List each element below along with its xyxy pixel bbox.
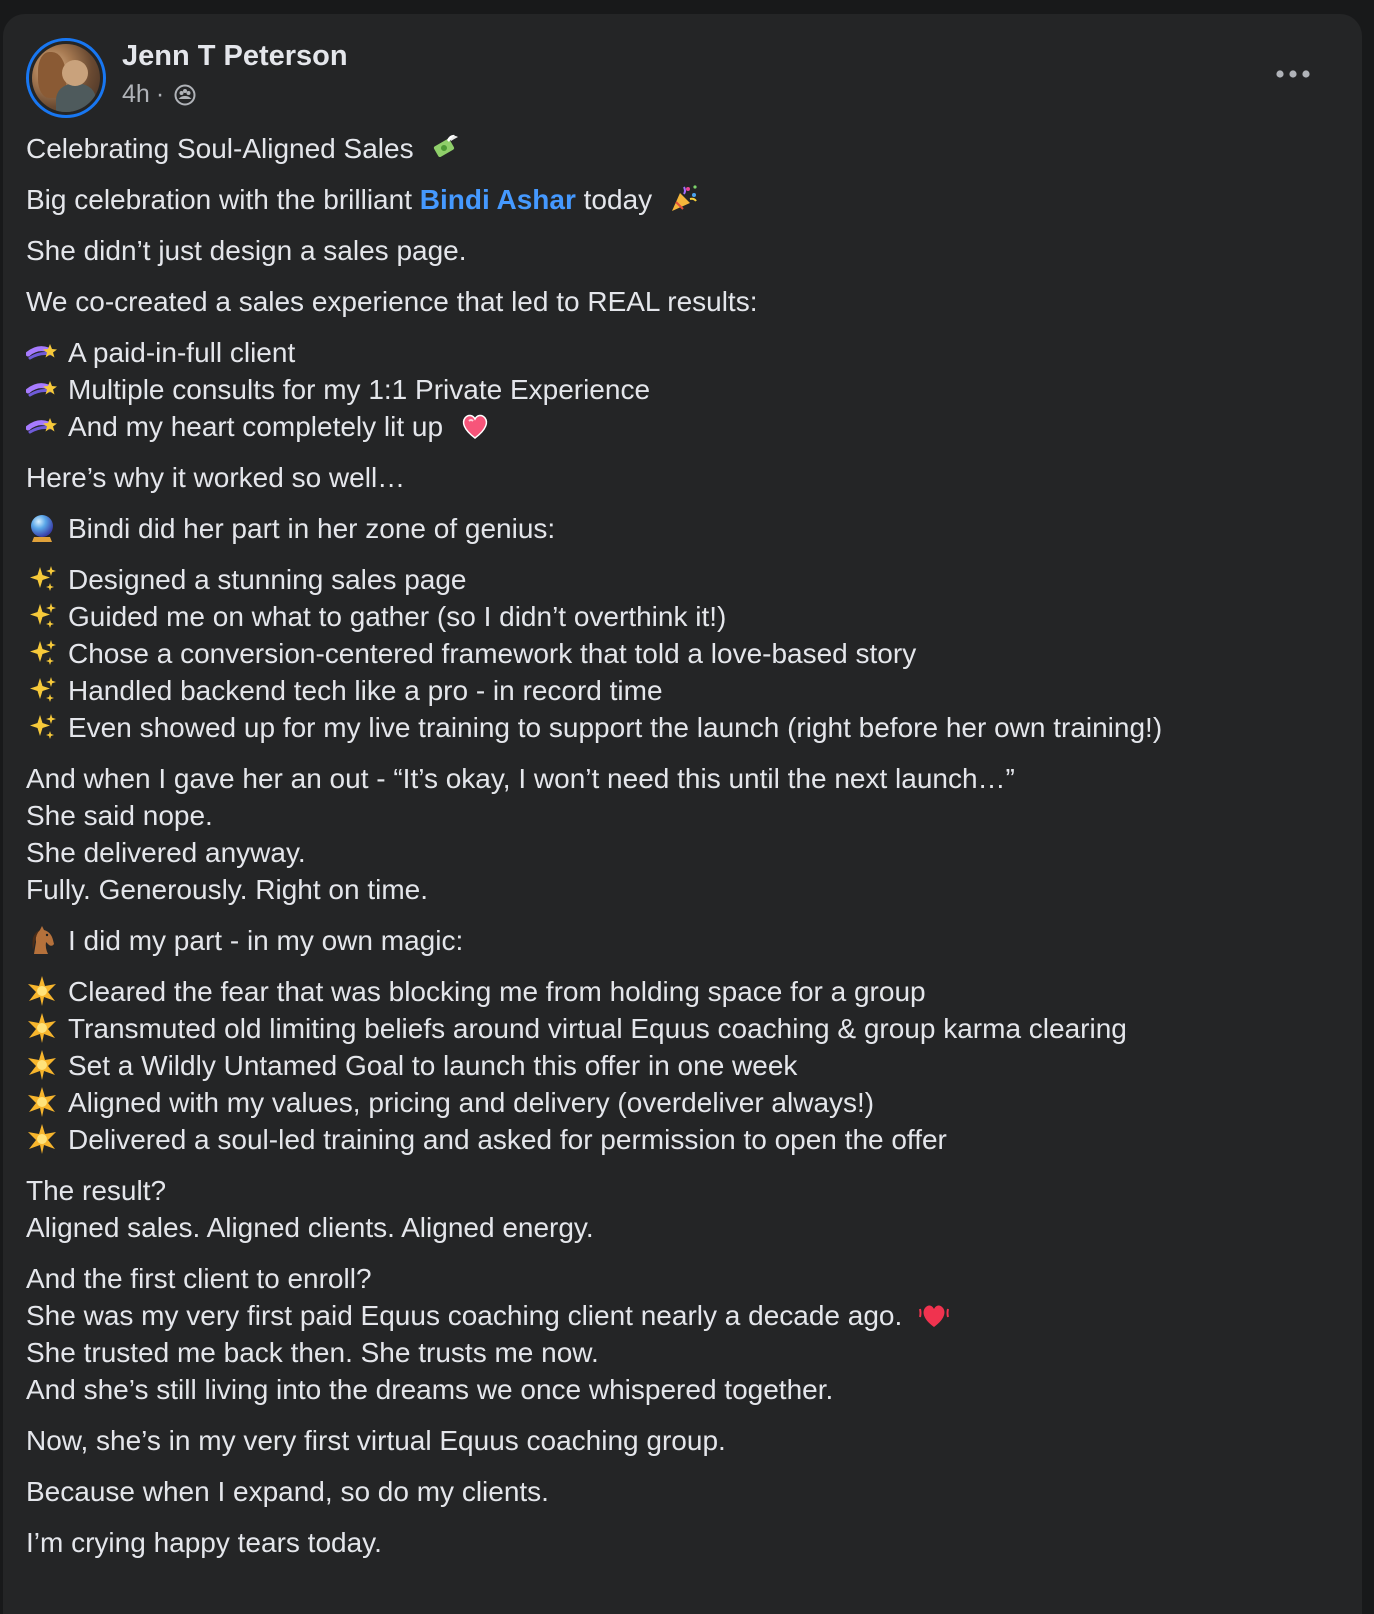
list-item <box>26 334 1326 371</box>
shooting-star-icon <box>26 410 58 442</box>
list-item <box>26 1047 1326 1084</box>
bindi-list <box>26 561 1326 746</box>
out-paragraph <box>26 760 1326 908</box>
post-meta <box>122 80 196 109</box>
my-intro-text: I did my part - in my own magic: <box>68 925 464 956</box>
bindi-item-1: Designed a stunning sales page <box>68 564 467 595</box>
money-with-wings-icon <box>429 132 461 164</box>
post-title-text: Celebrating Soul-Aligned Sales <box>26 133 414 164</box>
list-item <box>26 672 1326 709</box>
paragraph-3: Here’s why it worked so well… <box>26 462 406 493</box>
result-item-2: Multiple consults for my 1:1 Private Experience <box>68 374 651 405</box>
my-item-3: Set a Wildly Untamed Goal to launch this offer in one week <box>68 1050 798 1081</box>
top-strip <box>0 0 1374 14</box>
celebration-after: today <box>575 184 653 215</box>
paragraph-2: We co-created a sales experience that led to REAL results: <box>26 286 758 317</box>
glowing-star-icon <box>26 1086 58 1118</box>
list-item <box>26 371 1326 408</box>
list-item <box>26 598 1326 635</box>
bindi-item-4: Handled backend tech like a pro - in record time <box>68 675 663 706</box>
list-item <box>26 1084 1326 1121</box>
bindi-intro <box>26 510 1326 547</box>
out-line-2: She said nope. <box>26 800 213 831</box>
list-item <box>26 1121 1326 1158</box>
my-list <box>26 973 1326 1158</box>
client-line-1: And the first client to enroll? <box>26 1263 372 1294</box>
client-paragraph <box>26 1260 1326 1408</box>
group-icon <box>174 84 196 106</box>
paragraph-4: Now, she’s in my very first virtual Equus coaching group. <box>26 1425 726 1456</box>
result-paragraph <box>26 1172 1326 1246</box>
sparkles-icon <box>26 563 58 595</box>
avatar-image <box>32 44 100 112</box>
out-line-1: And when I gave her an out - “It’s okay, I won’t need this until the next launch…” <box>26 763 1015 794</box>
paragraph-6: I’m crying happy tears today. <box>26 1527 382 1558</box>
paragraph-1: She didn’t just design a sales page. <box>26 235 467 266</box>
avatar-person-head <box>62 60 88 86</box>
my-item-1: Cleared the fear that was blocking me from holding space for a group <box>68 976 926 1007</box>
crystal-ball-icon <box>26 512 58 544</box>
bindi-item-5: Even showed up for my live training to support the launch (right before her own training!) <box>68 712 1163 743</box>
avatar[interactable] <box>26 38 106 118</box>
out-line-3: She delivered anyway. <box>26 837 306 868</box>
party-popper-icon <box>668 183 700 215</box>
list-item <box>26 561 1326 598</box>
horse-icon <box>26 924 58 956</box>
my-item-2: Transmuted old limiting beliefs around virtual Equus coaching & group karma clearing <box>68 1013 1127 1044</box>
sparkling-heart-icon <box>459 410 491 442</box>
my-item-4: Aligned with my values, pricing and delivery (overdeliver always!) <box>68 1087 875 1118</box>
results-list <box>26 334 1326 445</box>
glowing-star-icon <box>26 1012 58 1044</box>
avatar-person-body <box>56 84 96 112</box>
list-item <box>26 408 1326 445</box>
list-item <box>26 635 1326 672</box>
sparkles-icon <box>26 637 58 669</box>
bindi-item-3: Chose a conversion-centered framework that told a love-based story <box>68 638 917 669</box>
list-item <box>26 1010 1326 1047</box>
more-options-button[interactable] <box>1268 54 1318 94</box>
glowing-star-icon <box>26 975 58 1007</box>
client-line-4: And she’s still living into the dreams we once whispered together. <box>26 1374 834 1405</box>
result-item-3: And my heart completely lit up <box>68 411 444 442</box>
shooting-star-icon <box>26 336 58 368</box>
client-line-2-wrap <box>26 1297 1326 1334</box>
mention-bindi-ashar[interactable]: Bindi Ashar <box>419 184 576 215</box>
client-line-2: She was my very first paid Equus coaching client nearly a decade ago. <box>26 1300 903 1331</box>
list-item <box>26 973 1326 1010</box>
author-name[interactable]: Jenn T Peterson <box>122 40 348 72</box>
result-line-1: The result? <box>26 1175 167 1206</box>
post-title <box>26 130 1326 167</box>
my-intro <box>26 922 1326 959</box>
list-item <box>26 709 1326 746</box>
shooting-star-icon <box>26 373 58 405</box>
sparkles-icon <box>26 674 58 706</box>
sparkles-icon <box>26 711 58 743</box>
beating-heart-icon <box>918 1299 950 1331</box>
result-line-2: Aligned sales. Aligned clients. Aligned energy. <box>26 1212 594 1243</box>
celebration-line <box>26 181 1326 218</box>
celebration-before: Big celebration with the brilliant <box>26 184 420 215</box>
bindi-item-2: Guided me on what to gather (so I didn’t overthink it!) <box>68 601 727 632</box>
post-card <box>3 14 1362 1614</box>
more-horizontal-icon <box>1275 69 1311 79</box>
my-item-5: Delivered a soul-led training and asked for permission to open the offer <box>68 1124 947 1155</box>
post-body <box>26 130 1326 1575</box>
out-line-4: Fully. Generously. Right on time. <box>26 874 429 905</box>
sparkles-icon <box>26 600 58 632</box>
paragraph-5: Because when I expand, so do my clients. <box>26 1476 549 1507</box>
post-time[interactable]: 4h <box>122 80 150 108</box>
glowing-star-icon <box>26 1049 58 1081</box>
post-header <box>3 14 1362 124</box>
client-line-3: She trusted me back then. She trusts me now. <box>26 1337 599 1368</box>
result-item-1: A paid-in-full client <box>68 337 296 368</box>
meta-separator: · <box>155 80 165 108</box>
bindi-intro-text: Bindi did her part in her zone of genius: <box>68 513 556 544</box>
glowing-star-icon <box>26 1123 58 1155</box>
